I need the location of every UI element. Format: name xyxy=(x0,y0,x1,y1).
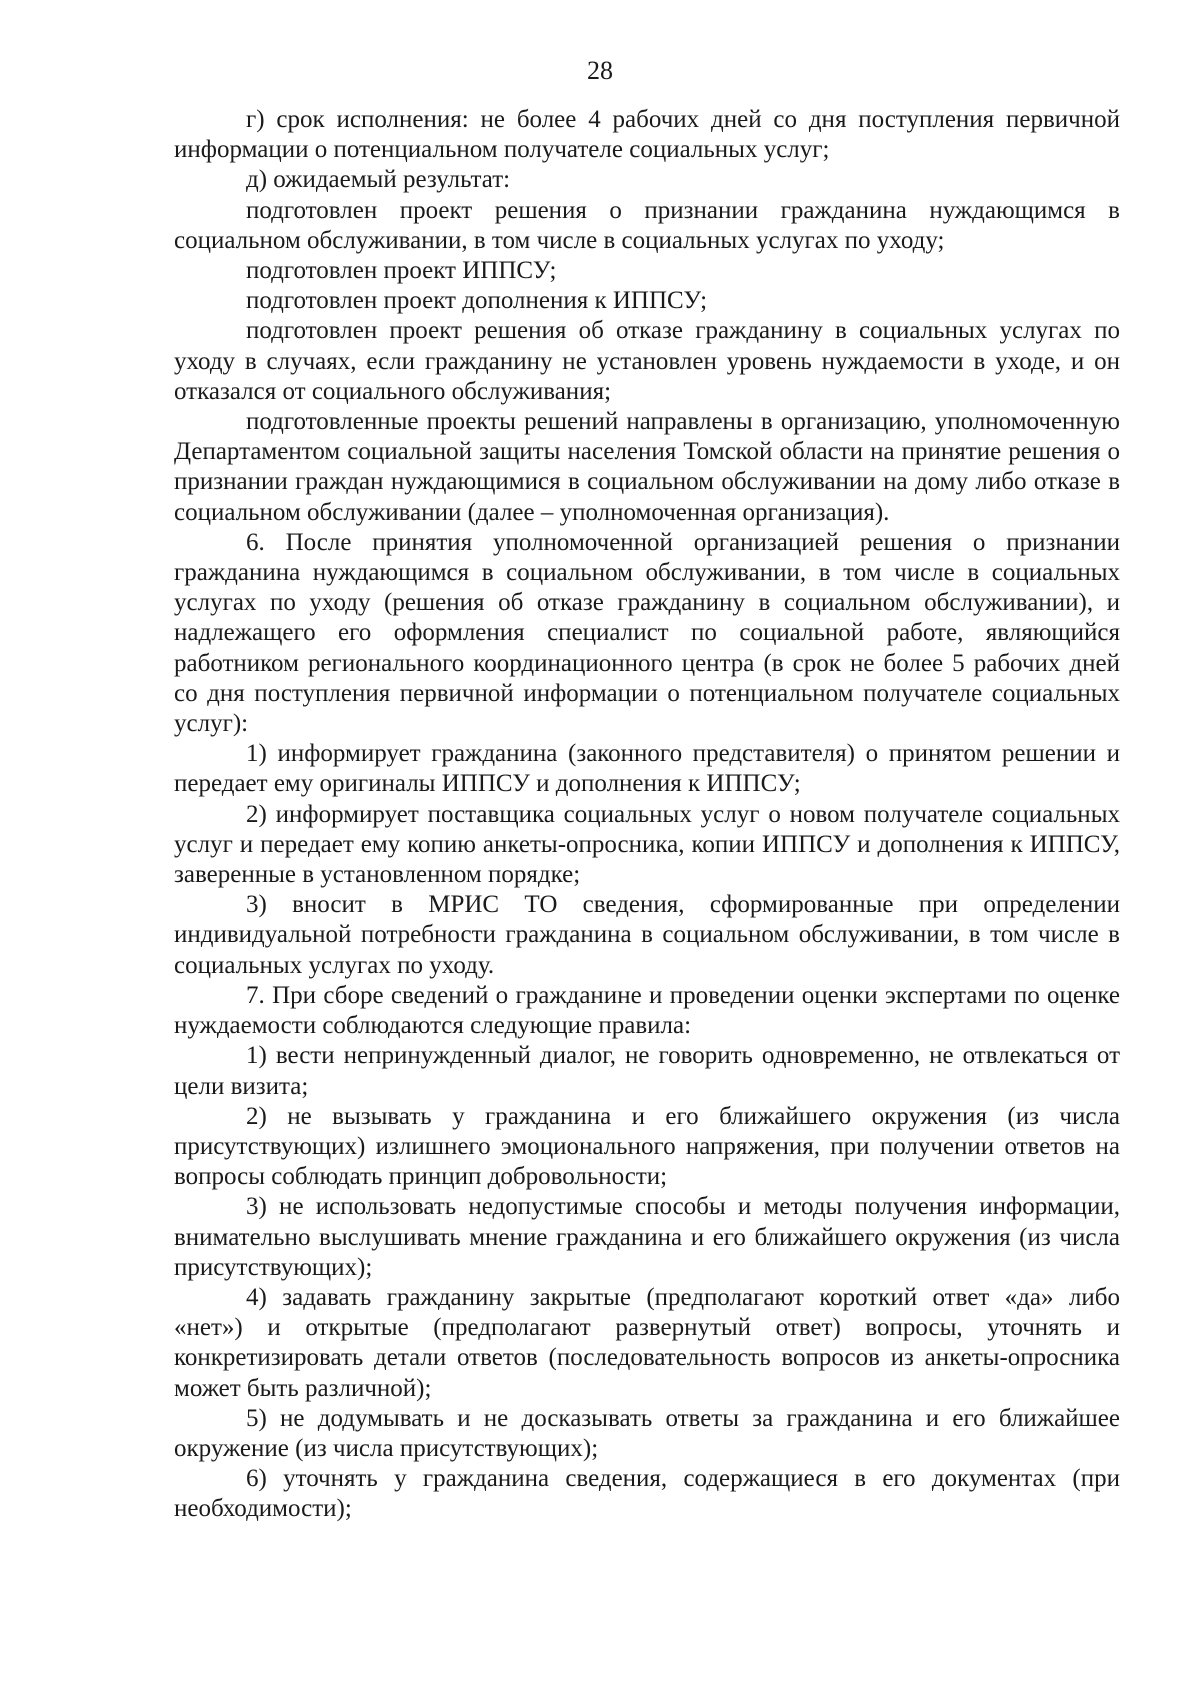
paragraph-item-7-3: 3) не использовать недопустимые способы и методы получения информации, внимательно выслушивать мнение гражданина и его ближайшего окружения (из числа присутствующих); xyxy=(174,1193,1120,1281)
paragraph-item-6: 6. После принятия уполномоченной организацией решения о признании гражданина нуждающимся в социальном обслуживании, в том числе в социальных услугах по уходу (решения об отказе гражданину в социальном обслуживании), и надлежащего его оформления специалист по социальной работе, являющийся работником регионального координационного центра (в срок не более 5 рабочих дней со дня поступления первичной информации о потенциальном получателе социальных услуг): xyxy=(174,528,1120,738)
paragraph-item-7-1: 1) вести непринужденный диалог, не говорить одновременно, не отвлекаться от цели визита; xyxy=(174,1042,1120,1100)
paragraph-item-7-6: 6) уточнять у гражданина сведения, содержащиеся в его документах (при необходимости); xyxy=(174,1465,1120,1523)
paragraph-draft-refusal: подготовлен проект решения об отказе гражданину в социальных услугах по уходу в случаях, если гражданину не установлен уровень нуждаемости в уходе, и он отказался от социального обслуживания; xyxy=(174,317,1120,405)
paragraph-item-7-5: 5) не додумывать и не досказывать ответы за гражданина и его ближайшее окружение (из числа присутствующих); xyxy=(174,1404,1120,1462)
paragraph-expected-result: д) ожидаемый результат: xyxy=(246,166,511,194)
paragraph-draft-ippsu: подготовлен проект ИППСУ; xyxy=(246,257,557,285)
paragraph-term: г) срок исполнения: не более 4 рабочих дней со дня поступления первичной информации о потенциальном получателе социальных услуг; xyxy=(174,106,1120,164)
paragraph-item-6-2: 2) информирует поставщика социальных услуг о новом получателе социальных услуг и передает ему копию анкеты-опросника, копии ИППСУ и дополнения к ИППСУ, заверенные в установленном порядке; xyxy=(174,800,1120,889)
paragraph-item-7-4: 4) задавать гражданину закрытые (предполагают короткий ответ «да» либо «нет») и открытые (предполагают развернутый ответ) вопросы, уточнять и конкретизировать детали ответов (последовательность вопросов из анкеты-опросника может быть различной); xyxy=(174,1283,1120,1402)
paragraph-item-7-2: 2) не вызывать у гражданина и его ближайшего окружения (из числа присутствующих) излишнего эмоционального напряжения, при получении ответов на вопросы соблюдать принцип добровольности; xyxy=(174,1102,1120,1191)
paragraph-draft-addendum: подготовлен проект дополнения к ИППСУ; xyxy=(246,287,708,315)
paragraph-item-6-1: 1) информирует гражданина (законного представителя) о принятом решении и передает ему оригиналы ИППСУ и дополнения к ИППСУ; xyxy=(174,740,1120,798)
paragraph-drafts-sent: подготовленные проекты решений направлены в организацию, уполномоченную Департаментом социальной защиты населения Томской области на принятие решения о признании граждан нуждающимися в социальном обслуживании на дому либо отказе в социальном обслуживании (далее – уполномоченная организация). xyxy=(174,408,1120,526)
paragraph-item-7: 7. При сборе сведений о гражданине и проведении оценки экспертами по оценке нуждаемости соблюдаются следующие правила: xyxy=(174,981,1120,1040)
document-body xyxy=(174,105,1120,1525)
paragraph-draft-decision: подготовлен проект решения о признании гражданина нуждающимся в социальном обслуживании, в том числе в социальных услугах по уходу; xyxy=(174,196,1120,254)
paragraph-item-6-3: 3) вносит в МРИС ТО сведения, сформированные при определении индивидуальной потребности гражданина в социальном обслуживании, в том числе в социальных услугах по уходу. xyxy=(174,891,1120,979)
page-number: 28 xyxy=(587,56,613,85)
